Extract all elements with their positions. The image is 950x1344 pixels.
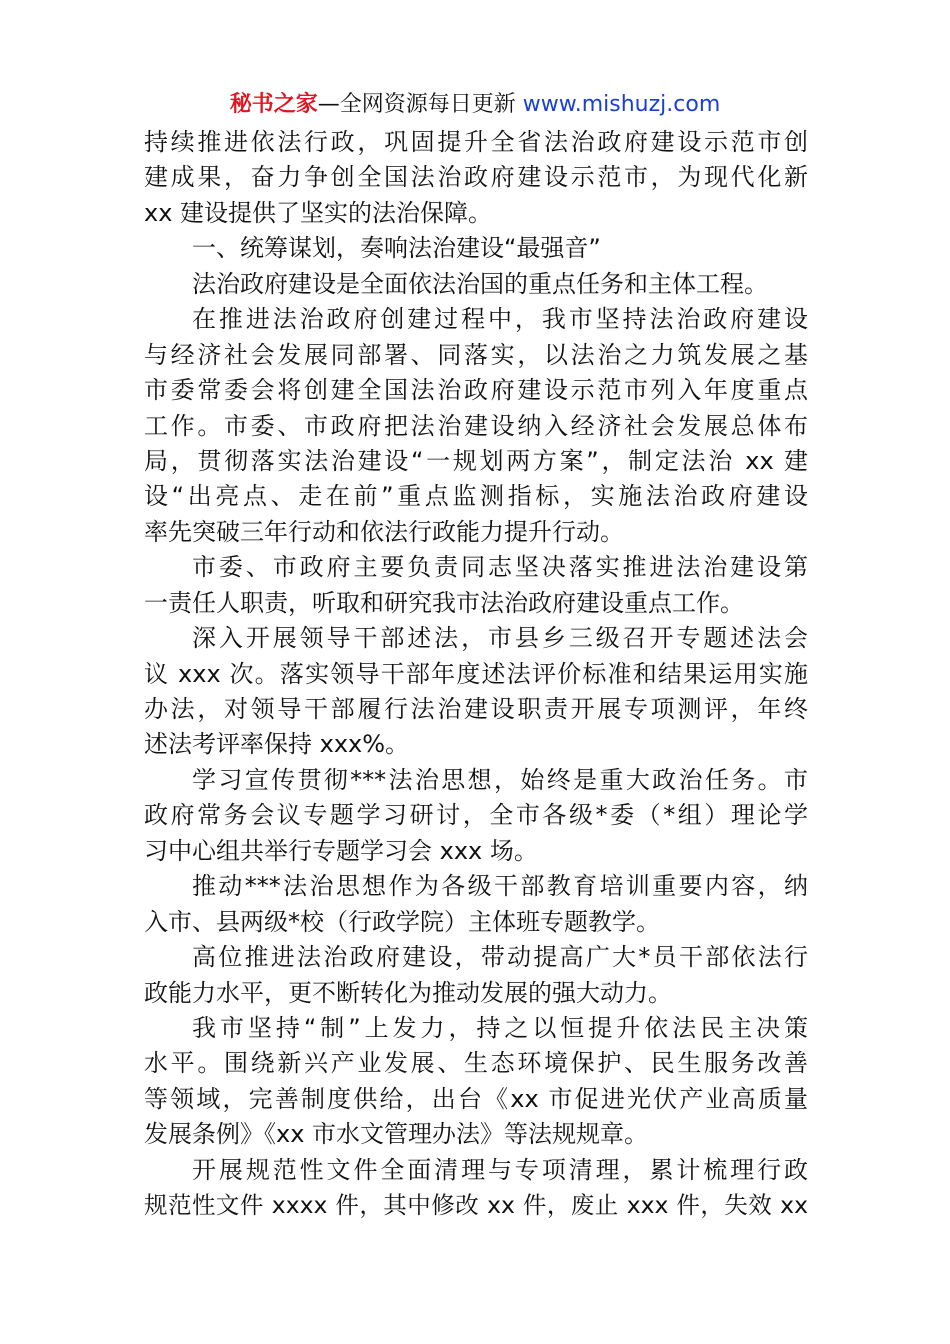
text-line: xx 建设提供了坚实的法治保障。 bbox=[144, 198, 493, 227]
document-body bbox=[144, 125, 808, 1224]
text-line: 建成果，奋力争创全国法治政府建设示范市，为现代化新 bbox=[144, 163, 808, 192]
text-line: 办法，对领导干部履行法治建设职责开展专项测评，年终 bbox=[144, 695, 808, 723]
text-line: 政能力水平，更不断转化为推动发展的强大动力。 bbox=[144, 978, 672, 1007]
text-line: 持续推进依法行政，巩固提升全省法治政府建设示范市创 bbox=[144, 128, 808, 156]
text-line: 等领域，完善制度供给，出台《xx 市促进光伏产业高质量 bbox=[144, 1084, 808, 1113]
text-line: 市委、市政府主要负责同志坚决落实推进法治建设第 bbox=[192, 553, 808, 582]
text-line: 发展条例》《xx 市水文管理办法》等法规规章。 bbox=[144, 1120, 649, 1149]
text-line: 议 xxx 次。落实领导干部年度述法评价标准和结果运用实施 bbox=[144, 659, 808, 688]
text-line: 率先突破三年行动和依法行政能力提升行动。 bbox=[144, 517, 624, 546]
text-line: 政府常务会议专题学习研讨，全市各级*委（*组）理论学 bbox=[144, 801, 808, 830]
text-line: 在推进法治政府创建过程中，我市坚持法治政府建设 bbox=[192, 305, 808, 334]
text-line: 与经济社会发展同部署、同落实，以法治之力筑发展之基 bbox=[144, 340, 808, 369]
text-line: 一责任人职责，听取和研究我市法治政府建设重点工作。 bbox=[144, 588, 744, 617]
text-line: 工作。市委、市政府把法治建设纳入经济社会发展总体布 bbox=[144, 411, 808, 440]
text-line: 水平。围绕新兴产业发展、生态环境保护、民生服务改善 bbox=[144, 1049, 808, 1078]
text-line: 设“出亮点、走在前”重点监测指标，实施法治政府建设 bbox=[144, 482, 808, 511]
brand-name: 秘书之家 bbox=[229, 92, 318, 117]
text-line: 市委常委会将创建全国法治政府建设示范市列入年度重点 bbox=[144, 376, 808, 405]
page-header bbox=[0, 88, 950, 122]
text-line: 推动***法治思想作为各级干部教育培训重要内容，纳 bbox=[192, 872, 808, 901]
text-line: 深入开展领导干部述法，市县乡三级召开专题述法会 bbox=[192, 624, 808, 653]
text-line: 开展规范性文件全面清理与专项清理，累计梳理行政 bbox=[192, 1155, 808, 1184]
header-tagline: —全网资源每日更新 bbox=[317, 92, 523, 117]
text-line: 局，贯彻落实法治建设“一规划两方案”，制定法治 xx 建 bbox=[144, 446, 808, 475]
text-line: 入市、县两级*校（行政学院）主体班专题教学。 bbox=[144, 907, 660, 936]
site-url: www.mishuzj.com bbox=[522, 92, 721, 117]
text-line: 述法考评率保持 xxx%。 bbox=[144, 730, 410, 759]
text-line: 我市坚持“制”上发力，持之以恒提升依法民主决策 bbox=[192, 1013, 808, 1042]
text-line: 规范性文件 xxxx 件，其中修改 xx 件，废止 xxx 件，失效 xx bbox=[144, 1191, 808, 1220]
text-line: 法治政府建设是全面依法治国的重点任务和主体工程。 bbox=[192, 269, 768, 298]
text-line: 高位推进法治政府建设，带动提高广大*员干部依法行 bbox=[192, 943, 808, 972]
text-line: 学习宣传贯彻***法治思想，始终是重大政治任务。市 bbox=[192, 765, 808, 794]
text-line: 习中心组共举行专题学习会 xxx 场。 bbox=[144, 836, 538, 865]
section-heading: 一、统筹谋划，奏响法治建设“最强音” bbox=[192, 234, 601, 263]
